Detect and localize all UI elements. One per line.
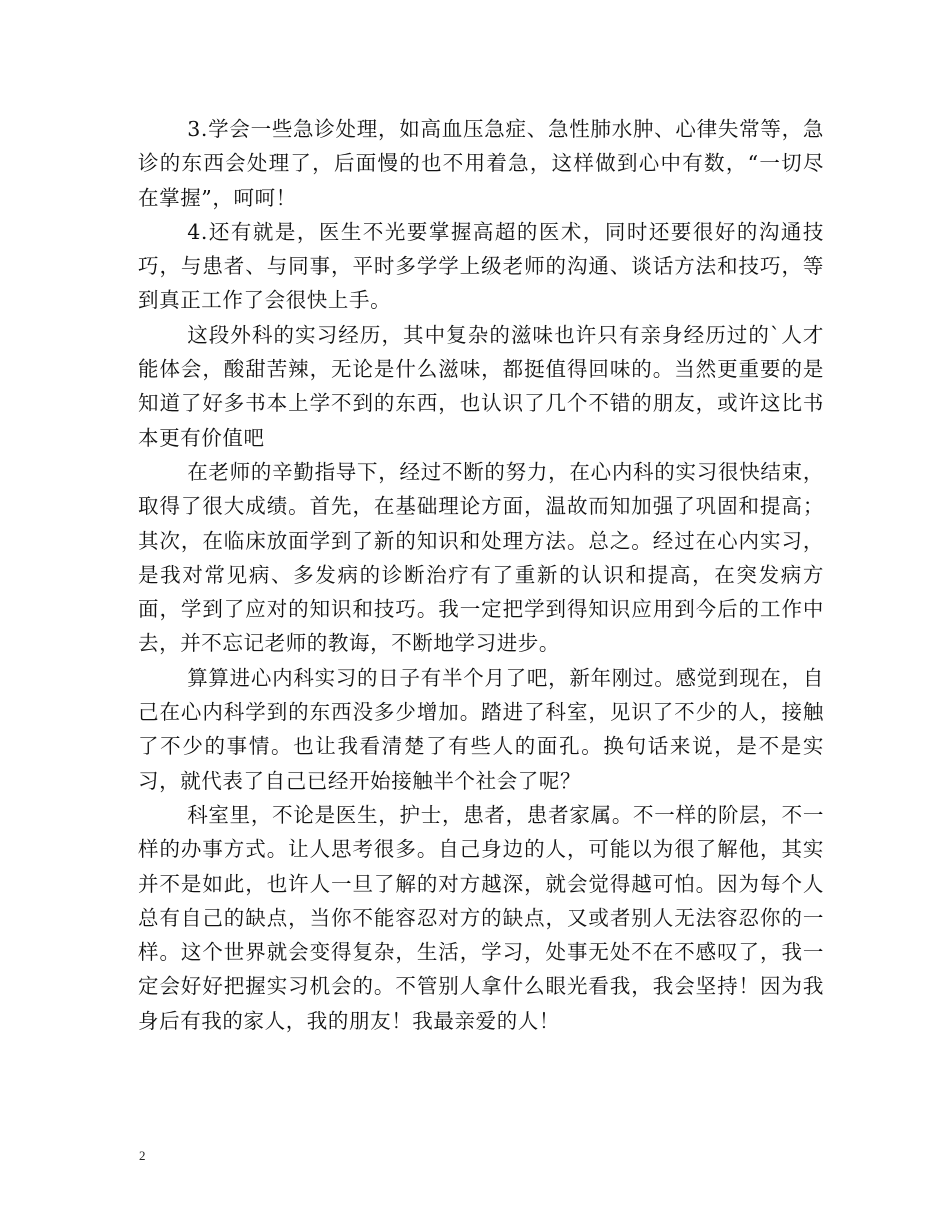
paragraph-communication-skills: 4.还有就是，医生不光要掌握高超的医术，同时还要很好的沟通技巧，与患者、与同事，平时多学学上级老师的沟通、谈话方法和技巧，等到真正工作了会很快上手。 (138, 219, 824, 313)
paragraph-department-reflection: 科室里，不论是医生，护士，患者，患者家属。不一样的阶层，不一样的办事方式。让人思考很多。自己身边的人，可能以为很了解他，其实并不是如此，也许人一旦了解的对方越深，就会觉得越可怕。因为每个人总有自己的缺点，当你不能容忍对方的缺点，又或者别人无法容忍你的一样。这个世界就会变得复杂，生活，学习，处事无处不在不感叹了，我一定会好好把握实习机会的。不管别人拿什么眼光看我，我会坚持！因为我身后有我的家人，我的朋友！我最亲爱的人！ (138, 802, 824, 1033)
paragraph-cardiology-summary: 在老师的辛勤指导下，经过不断的努力，在心内科的实习很快结束，取得了很大成绩。首先，在基础理论方面，温故而知加强了巩固和提高；其次，在临床放面学到了新的知识和处理方法。总之。经过在心内实习，是我对常见病、多发病的诊断治疗有了重新的认识和提高，在突发病方面，学到了应对的知识和技巧。我一定把学到得知识应用到今后的工作中去，并不忘记老师的教诲，不断地学习进步。 (138, 459, 824, 656)
paragraph-half-month: 算算进心内科实习的日子有半个月了吧，新年刚过。感觉到现在，自己在心内科学到的东西没多少增加。踏进了科室，见识了不少的人，接触了不少的事情。也让我看清楚了有些人的面孔。换句话来说，是不是实习，就代表了自己已经开始接触半个社会了呢？ (138, 665, 824, 793)
paragraph-surgery-internship: 这段外科的实习经历，其中复杂的滋味也许只有亲身经历过的`人才能体会，酸甜苦辣，无论是什么滋味，都挺值得回味的。当然更重要的是知道了好多书本上学不到的东西，也认识了几个不错的朋友，或许这比书本更有价值吧 (138, 322, 824, 450)
paragraph-emergency-handling: 3.学会一些急诊处理，如高血压急症、急性肺水肿、心律失常等，急诊的东西会处理了，后面慢的也不用着急，这样做到心中有数，“一切尽在掌握”，呵呵！ (138, 117, 824, 210)
body-text (138, 112, 824, 1038)
page-number: 2 (139, 1148, 146, 1163)
